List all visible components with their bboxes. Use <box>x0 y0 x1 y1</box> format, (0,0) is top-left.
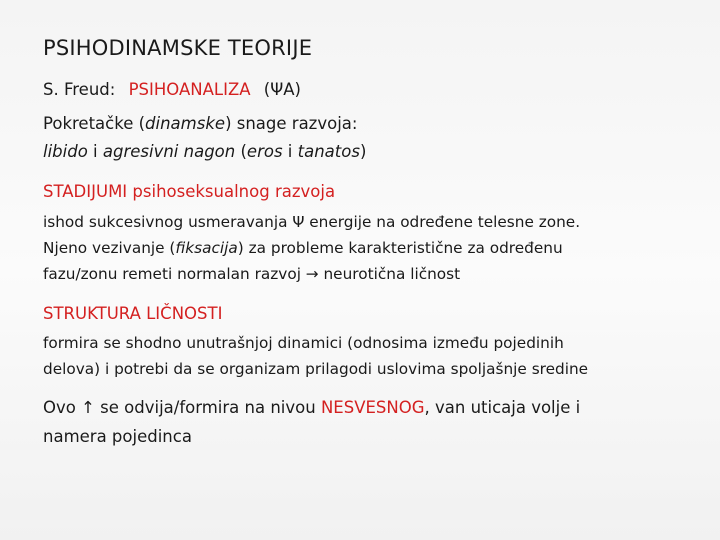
conclusion-line-2: namera pojedinca <box>43 427 192 446</box>
psychoanalysis-abbr: (ΨA) <box>263 80 301 99</box>
structure-line-2: delova) i potrebi da se organizam prilagodi uslovima spoljašnje sredine <box>43 360 589 378</box>
forces-em-eros: eros <box>246 142 283 161</box>
forces-em-dinamske: dinamske <box>145 114 226 133</box>
forces-text-paren: ( <box>235 142 247 161</box>
stages-text-a: Njeno vezivanje ( <box>43 239 176 257</box>
slide-title: PSIHODINAMSKE TEORIJE <box>43 36 313 60</box>
conclusion-line-1 <box>43 398 580 417</box>
forces-line-1 <box>43 114 357 133</box>
structure-line-1: formira se shodno unutrašnjoj dinamici (odnosima između pojedinih <box>43 334 564 352</box>
stages-line-3: fazu/zonu remeti normalan razvoj → neurotična ličnost <box>43 265 461 283</box>
forces-text-b: ) snage razvoja: <box>225 114 358 133</box>
forces-text-close: ) <box>359 142 367 161</box>
stages-text-b: ) za probleme karakteristične za određenu <box>237 239 563 257</box>
forces-text-i2: i <box>282 142 298 161</box>
conclusion-text-a: Ovo ↑ se odvija/formira na nivou <box>43 398 321 417</box>
freud-line <box>43 80 301 99</box>
stages-heading: STADIJUMI psihoseksualnog razvoja <box>43 182 336 201</box>
stages-line-1: ishod sukcesivnog usmeravanja Ψ energije na određene telesne zone. <box>43 213 581 231</box>
forces-em-nagon: agresivni nagon <box>102 142 236 161</box>
structure-heading: STRUKTURA LIČNOSTI <box>43 304 223 323</box>
forces-text-i: i <box>87 142 103 161</box>
psychoanalysis-term: PSIHOANALIZA <box>128 80 251 99</box>
stages-line-2 <box>43 239 563 257</box>
freud-prefix: S. Freud: <box>43 80 116 99</box>
stages-em-fiksacija: fiksacija <box>175 239 238 257</box>
forces-em-tanatos: tanatos <box>297 142 360 161</box>
forces-line-2 <box>43 142 366 161</box>
unconscious-term: NESVESNOG <box>320 398 425 417</box>
forces-text-a: Pokretačke ( <box>43 114 146 133</box>
forces-em-libido: libido <box>43 142 88 161</box>
conclusion-text-b: , van uticaja volje i <box>424 398 581 417</box>
